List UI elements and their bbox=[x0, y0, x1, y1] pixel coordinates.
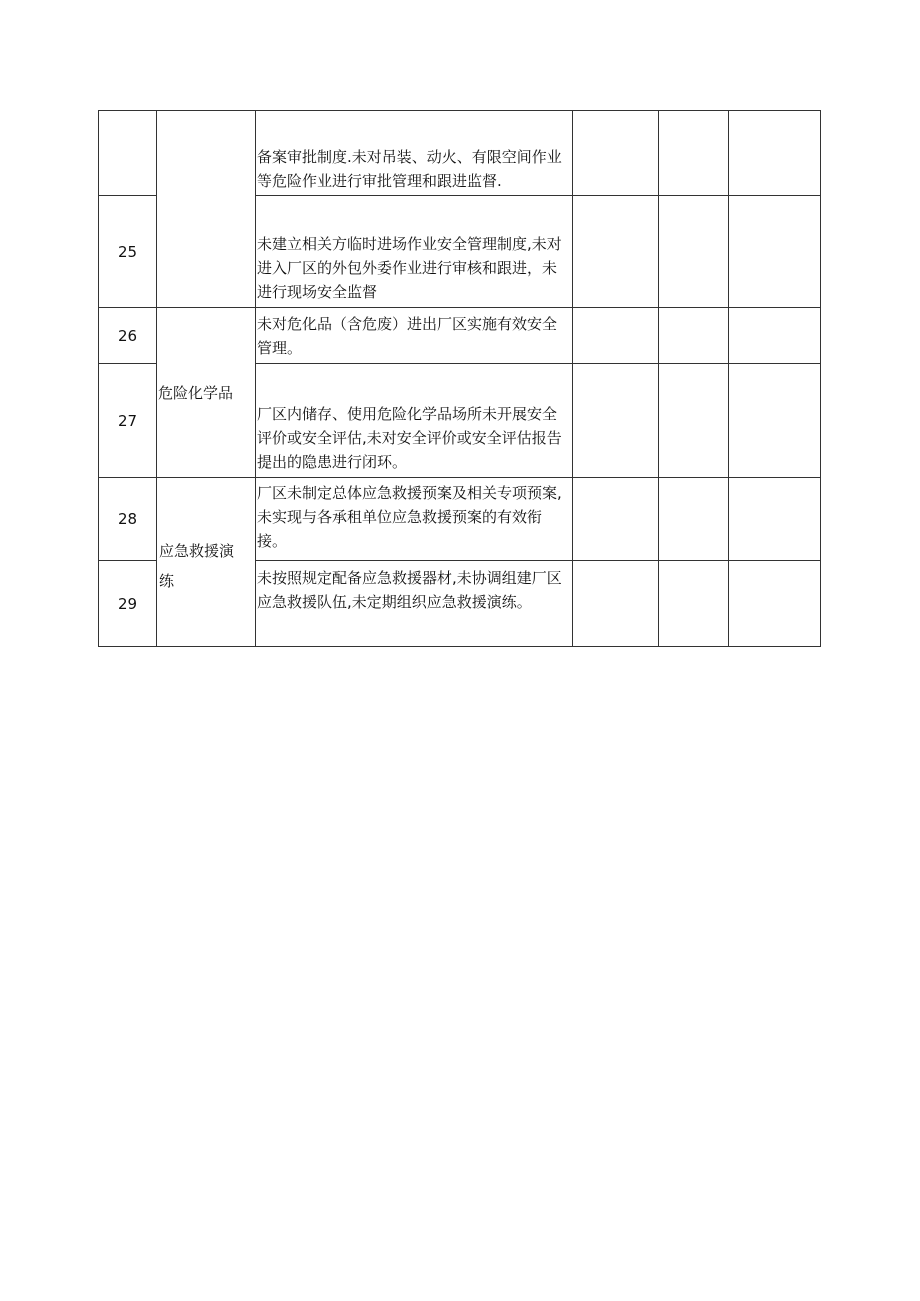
inspection-table bbox=[98, 110, 821, 647]
row-number: 28 bbox=[99, 478, 157, 561]
blank-cell bbox=[573, 364, 659, 478]
row-number bbox=[99, 111, 157, 196]
row-number: 29 bbox=[99, 561, 157, 647]
blank-cell bbox=[659, 111, 729, 196]
row-description-text: 厂区未制定总体应急救援预案及相关专项预案,未实现与各承租单位应急救援预案的有效衔接。 bbox=[257, 484, 562, 550]
blank-cell bbox=[729, 111, 821, 196]
blank-cell bbox=[729, 196, 821, 308]
category-cell-hazardous-chemicals bbox=[157, 308, 256, 478]
table-row bbox=[99, 111, 821, 196]
table-row bbox=[99, 478, 821, 561]
row-description-text: 备案审批制度.未对吊装、动火、有限空间作业等危险作业进行审批管理和跟进监督. bbox=[257, 148, 562, 190]
blank-cell bbox=[729, 364, 821, 478]
blank-cell bbox=[659, 308, 729, 364]
blank-cell bbox=[729, 308, 821, 364]
row-description bbox=[256, 111, 573, 196]
table-row bbox=[99, 308, 821, 364]
blank-cell bbox=[659, 364, 729, 478]
row-description bbox=[256, 196, 573, 308]
row-description-text: 厂区内储存、使用危险化学品场所未开展安全评价或安全评估,未对安全评价或安全评估报告提出的隐患进行闭环。 bbox=[257, 405, 562, 471]
row-description bbox=[256, 561, 573, 647]
category-cell-emergency-rescue bbox=[157, 478, 256, 647]
blank-cell bbox=[659, 196, 729, 308]
blank-cell bbox=[729, 561, 821, 647]
row-description bbox=[256, 478, 573, 561]
blank-cell bbox=[573, 478, 659, 561]
blank-cell bbox=[573, 111, 659, 196]
row-description-text: 未对危化品（含危废）进出厂区实施有效安全管理。 bbox=[257, 314, 558, 357]
row-number: 25 bbox=[99, 196, 157, 308]
row-description-text: 未按照规定配备应急救援器材,未协调组建厂区应急救援队伍,未定期组织应急救援演练。 bbox=[257, 569, 562, 612]
row-number: 27 bbox=[99, 364, 157, 478]
blank-cell bbox=[573, 196, 659, 308]
blank-cell bbox=[659, 478, 729, 561]
row-description bbox=[256, 364, 573, 478]
row-description bbox=[256, 308, 573, 364]
row-number: 26 bbox=[99, 308, 157, 364]
blank-cell bbox=[659, 561, 729, 647]
row-description-text: 未建立相关方临时进场作业安全管理制度,未对进入厂区的外包外委作业进行审核和跟进，未进行现场安全监督 bbox=[257, 235, 562, 301]
category-cell-empty bbox=[157, 111, 256, 308]
category-label-part2: 练 bbox=[159, 572, 175, 590]
blank-cell bbox=[573, 561, 659, 647]
blank-cell bbox=[729, 478, 821, 561]
category-label: 危险化学品 bbox=[158, 383, 234, 402]
blank-cell bbox=[573, 308, 659, 364]
category-label-part1: 应急救援演 bbox=[159, 542, 235, 560]
